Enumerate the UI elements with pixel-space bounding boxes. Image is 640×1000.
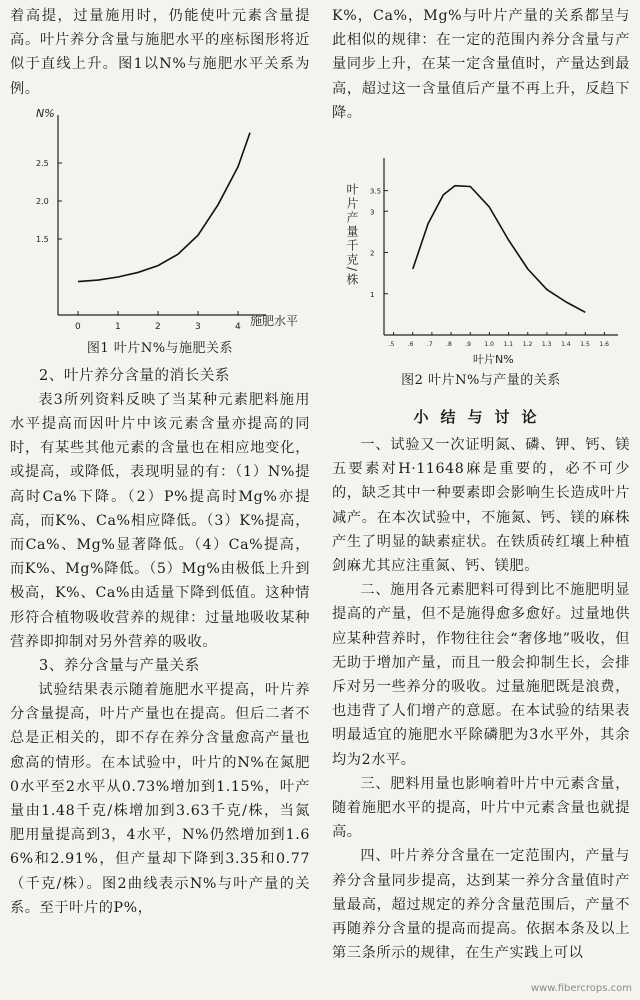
- right-column: [332, 0, 630, 965]
- left-intro-paragraph: 着高提，过量施用时，仍能使叶元素含量提高。叶片养分含量与施肥水平的座标图形将近似于直线上升。图1以N%与施肥水平关系为例。: [10, 8, 310, 97]
- x-tick-label: 2: [155, 321, 161, 332]
- figure-1-caption: 图1 叶片N%与施肥关系: [86, 340, 234, 356]
- conclusion-title: 小结与讨论: [413, 408, 549, 427]
- figure-2-caption: 图2 叶片N%与产量的关系: [401, 373, 561, 389]
- yield-curve: [413, 186, 586, 313]
- x-axis-label: 叶片N%: [473, 353, 514, 367]
- x-tick-label: 1.6: [599, 341, 609, 349]
- x-tick-label: 1.1: [503, 341, 514, 349]
- x-tick-label: .7: [426, 341, 433, 349]
- section-2-body: 表3所列资料反映了当某种元素肥料施用水平提高而因叶片中该元素含量亦提高的同时，有某些其他元素的含量也在相应地变化，或提高，或降低，表现明显的有：（1）N%提高时Ca%下降。（2）P%提高时Mg%亦提高，而K%、Ca%相应降低。（3）K%提高，而Ca%、Mg%显著降低。（4）Ca%提高，而K%、Mg%降低。（5）Mg%由极低上升到极高，K%、Ca%由适量下降到低值。这种情形符合植物吸收营养的规律：过量地吸收某种营养即抑制对另外营养的吸收。: [10, 391, 310, 650]
- y-tick-label: 1: [370, 290, 375, 299]
- x-tick-label: .9: [465, 341, 471, 349]
- x-tick-label: .8: [446, 341, 452, 349]
- x-tick-label: .6: [407, 341, 414, 349]
- x-tick-label: 1.2: [522, 341, 533, 349]
- y-tick-label: 3: [370, 208, 375, 217]
- y-axis-label: N%: [36, 106, 55, 120]
- figure-1: [10, 101, 310, 356]
- left-column: [10, 0, 310, 920]
- x-tick-label: 1.0: [484, 341, 494, 349]
- x-tick-label: 0: [75, 321, 81, 332]
- right-intro-paragraph: K%，Ca%，Mg%与叶片产量的关系都呈与此相似的规律：在一定的范围内养分含量与产量同步上升，在某一定含量值时，产量达到最高，超过这一含量值后产量不再上升，反趋下降。: [332, 8, 630, 121]
- figure-2: [332, 125, 630, 388]
- figure-2-chart: [332, 125, 630, 367]
- y-tick-label: 2.0: [36, 196, 49, 206]
- conclusion-paragraph-4: 四、叶片养分含量在一定范围内，产量与养分含量同步提高，达到某一养分含量值时产量最高，超过规定的养分含量范围后，产量不再随养分含量的提高而提高。依据本条及以上第三条所示的规律，在生产实践上可以: [332, 848, 630, 962]
- n-percent-curve: [78, 132, 250, 281]
- x-tick-label: 1.4: [561, 341, 571, 349]
- section-3-body: 试验结果表示随着施肥水平提高，叶片养分含量提高，叶片产量也在提高。但后二者不总是正相关的，即不存在养分含量愈高产量也愈高的情形。在本试验中，叶片的N%在氮肥0水平至2水平从0.73%增加到1.15%，叶产量由1.48千克/株增加到3.63千克/株，当氮肥用量提高到3，4水平，N%仍然增加到1.66%和2.91%，但产量却下降到3.35和0.77（千克/株）。图2曲线表示N%与叶产量的关系。至于叶片的P%，: [10, 682, 310, 916]
- y-tick-label: 3.5: [370, 187, 382, 196]
- y-tick-label: 1.5: [36, 234, 49, 244]
- x-tick-label: 1.3: [541, 341, 552, 349]
- y-tick-label: 2.5: [36, 158, 49, 168]
- x-tick-label: 1.5: [580, 341, 590, 349]
- y-axis-label: 叶片产量千克/株: [345, 183, 359, 288]
- watermark: www.fibercrops.com: [530, 983, 632, 994]
- x-axis-label: 施肥水平: [250, 313, 299, 328]
- x-tick-label: 1: [115, 321, 121, 332]
- conclusion-paragraph-3: 三、肥料用量也影响着叶片中元素含量，随着施肥水平的提高，叶片中元素含量也就提高。: [332, 775, 630, 841]
- y-tick-label: 2: [370, 249, 375, 258]
- section-2-heading: 2、叶片养分含量的消长关系: [39, 367, 231, 384]
- x-tick-label: .5: [388, 341, 395, 349]
- section-3-heading: 3、养分含量与产量关系: [39, 658, 200, 675]
- x-tick-label: 3: [195, 321, 201, 332]
- figure-1-chart: [10, 101, 310, 335]
- conclusion-paragraph-2: 二、施用各元素肥料可得到比不施肥明显提高的产量，但不是施得愈多愈好。过量地供应某种营养时，作物往往会“奢侈地”吸收，但无助于增加产量，而且一般会抑制生长，会排斥对另一些养分的吸收。过量施肥既是浪费，也违背了人们增产的意愿。在本试验的结果表明最适宜的施肥水平除磷肥为3水平外，其余均为2水平。: [332, 582, 630, 768]
- x-tick-label: 4: [235, 321, 241, 332]
- conclusion-paragraph-1: 一、试验又一次证明氮、磷、钾、钙、镁五要素对H·11648麻是重要的，必不可少的，缺乏其中一种要素即会影响生长造成叶片减产。在本次试验中，不施氮、钙、镁的麻株产生了明显的缺素症状。在铁质砖红壤上种植剑麻尤其应注重氮、钙、镁肥。: [332, 437, 630, 575]
